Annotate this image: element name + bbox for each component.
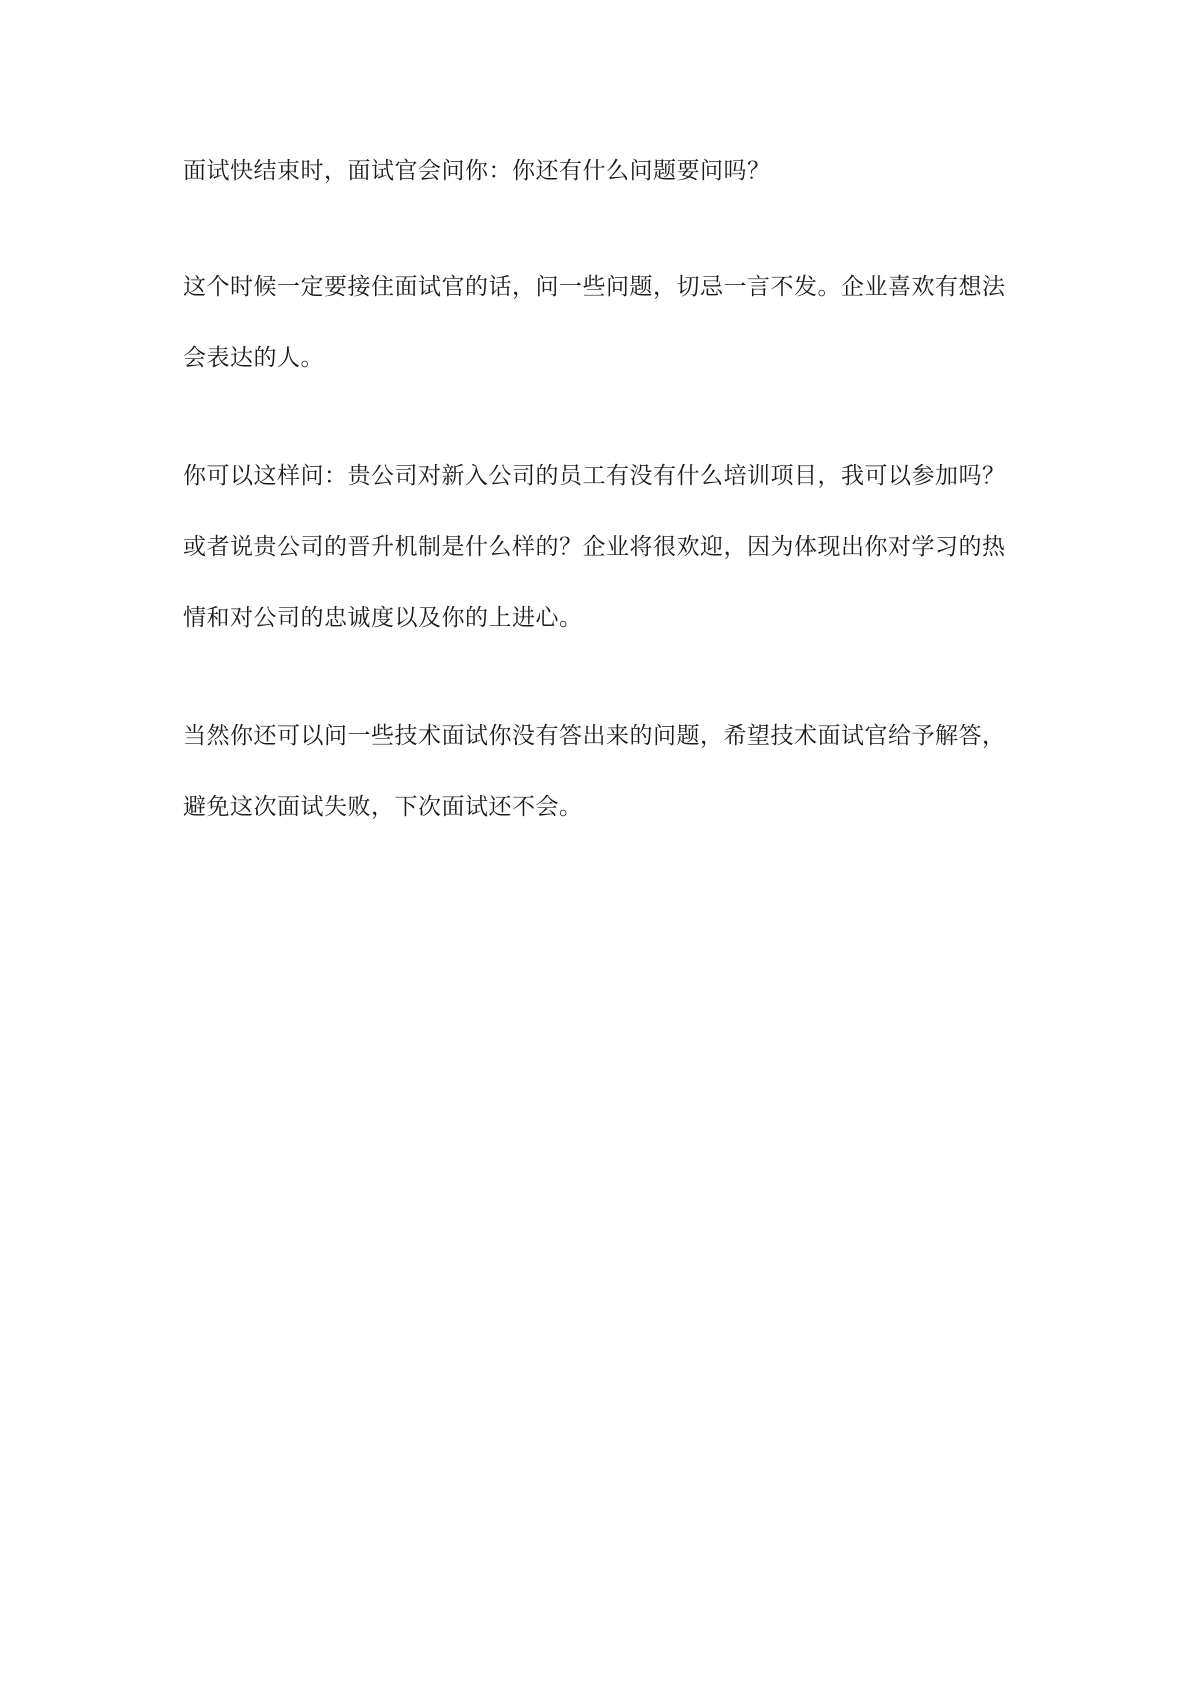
paragraph [183,463,1023,631]
paragraph [183,274,1023,371]
text-line: 当然你还可以问一些技术面试你没有答出来的问题，希望技术面试官给予解答， [183,723,1006,749]
text-line: 你可以这样问：贵公司对新入公司的员工有没有什么培训项目，我可以参加吗？ [183,463,1006,489]
text-line: 会表达的人。 [183,345,324,371]
text-line: 面试快结束时，面试官会问你：你还有什么问题要问吗？ [183,158,771,184]
text-line: 这个时候一定要接住面试官的话，问一些问题，切忌一言不发。企业喜欢有想法 [183,274,1006,300]
text-line: 情和对公司的忠诚度以及你的上进心。 [183,605,583,631]
document-body [183,158,1023,820]
text-line: 或者说贵公司的晋升机制是什么样的？企业将很欢迎，因为体现出你对学习的热 [183,534,1006,560]
paragraph [183,723,1023,820]
paragraph [183,158,1023,184]
text-line: 避免这次面试失败，下次面试还不会。 [183,794,583,820]
